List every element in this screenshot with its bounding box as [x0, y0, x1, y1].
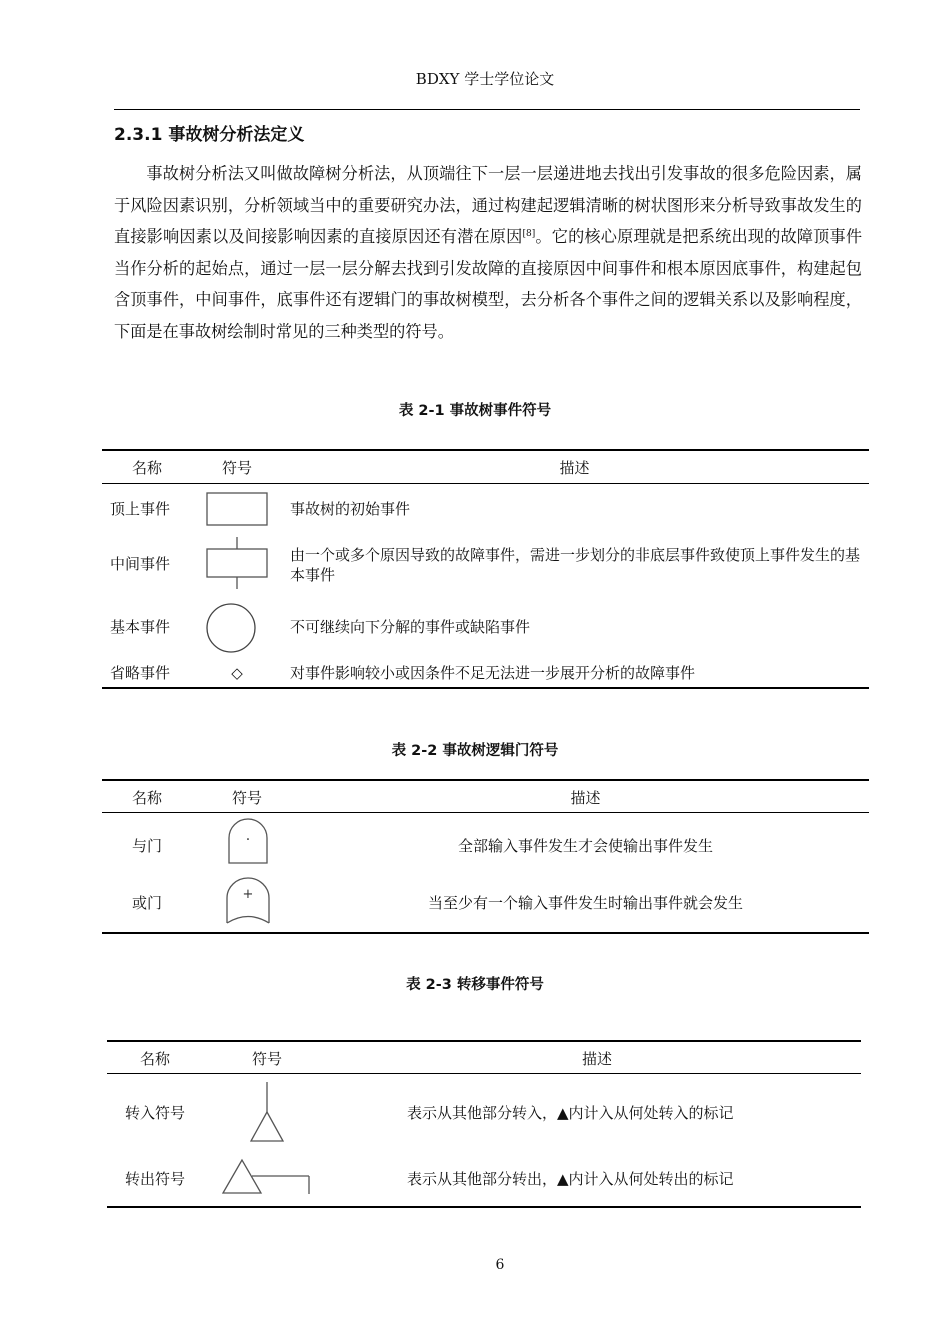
- table1-row-desc: 不可继续向下分解的事件或缺陷事件: [290, 618, 531, 636]
- table3-header-desc: 描述: [581, 1050, 612, 1068]
- table2-header-symbol: 符号: [231, 789, 262, 807]
- table2-row-desc: 全部输入事件发生才会使输出事件发生: [457, 837, 713, 855]
- and-gate-icon: [226, 818, 270, 866]
- running-header: BDXY 学士学位论文: [415, 70, 555, 88]
- table1-row-name: 省略事件: [110, 664, 171, 682]
- section-title: 2.3.1 事故树分析法定义: [114, 125, 305, 145]
- table3-header-rule: [107, 1073, 861, 1074]
- table2-row-desc: 当至少有一个输入事件发生时输出事件就会发生: [427, 894, 743, 912]
- diamond-icon: ◇: [231, 664, 243, 682]
- circle-icon: [203, 601, 259, 655]
- table3: [107, 1040, 861, 1208]
- table1-header-symbol: 符号: [221, 459, 252, 477]
- header-rule: [114, 109, 860, 110]
- table3-caption: 表 2-3 转移事件符号: [406, 977, 544, 993]
- paragraph-text-a: 事故树分析法又叫做故障树分析法，从顶端往下一层一层递进地去找出引发事故的很多危险因素，属于风险因素识别，分析领域当中的重要研究办法，通过构建起逻辑清晰的树状图形来分析导致事故发生的直接影响因素以及间接影响因素的直接原因还有潜在原因: [114, 164, 862, 246]
- table1-row-name: 基本事件: [110, 618, 171, 636]
- table3-row-name: 转入符号: [124, 1104, 185, 1122]
- table1-header-rule: [102, 483, 869, 484]
- and-gate-mark: ·: [245, 832, 251, 848]
- table1-row-desc: 对事件影响较小或因条件不足无法进一步展开分析的故障事件: [290, 664, 696, 682]
- table2: [102, 779, 869, 934]
- table3-row-desc: 表示从其他部分转入，▲内计入从何处转入的标记: [407, 1104, 734, 1122]
- or-gate-icon: [223, 876, 273, 926]
- paragraph-text-b: 。它的核心原理就是把系统出现的故障顶事件当作分析的起始点，通过一层一层分解去找到引发故障的直接原因中间事件和根本原因底事件，构建起包含顶事件，中间事件，底事件还有逻辑门的事故树模型，去分析各个事件之间的逻辑关系以及影响程度，下面是在事故树绘制时常见的三种类型的符号。: [114, 227, 863, 341]
- rectangle-with-lines-icon: [205, 537, 269, 589]
- rectangle-icon: [205, 491, 269, 527]
- table2-header-name: 名称: [131, 789, 162, 807]
- table1: [102, 449, 869, 689]
- transfer-in-icon: [245, 1082, 289, 1144]
- table1-row-desc: 由一个或多个原因导致的故障事件，需进一步划分的非底层事件致使顶上事件发生的基本事件: [290, 546, 861, 584]
- table1-header-desc: 描述: [559, 459, 590, 477]
- table3-header-symbol: 符号: [251, 1050, 282, 1068]
- page-number: 6: [495, 1257, 505, 1273]
- citation-ref: [8]: [522, 229, 536, 239]
- transfer-out-icon: [220, 1156, 312, 1198]
- table3-row-desc: 表示从其他部分转出，▲内计入从何处转出的标记: [407, 1170, 734, 1188]
- table1-row-name: 顶上事件: [110, 500, 171, 518]
- table1-row-desc: 事故树的初始事件: [290, 500, 411, 518]
- table1-row-name: 中间事件: [110, 555, 171, 573]
- table2-row-name: 与门: [131, 837, 162, 855]
- table3-header-name: 名称: [139, 1050, 170, 1068]
- table3-row-name: 转出符号: [124, 1170, 185, 1188]
- table2-caption: 表 2-2 事故树逻辑门符号: [391, 743, 559, 759]
- table2-row-name: 或门: [131, 894, 162, 912]
- table2-header-rule: [102, 812, 869, 813]
- table1-header-name: 名称: [131, 459, 162, 477]
- table1-caption: 表 2-1 事故树事件符号: [398, 403, 552, 419]
- table2-header-desc: 描述: [570, 789, 601, 807]
- body-paragraph: [114, 158, 862, 347]
- or-gate-mark: +: [242, 887, 254, 902]
